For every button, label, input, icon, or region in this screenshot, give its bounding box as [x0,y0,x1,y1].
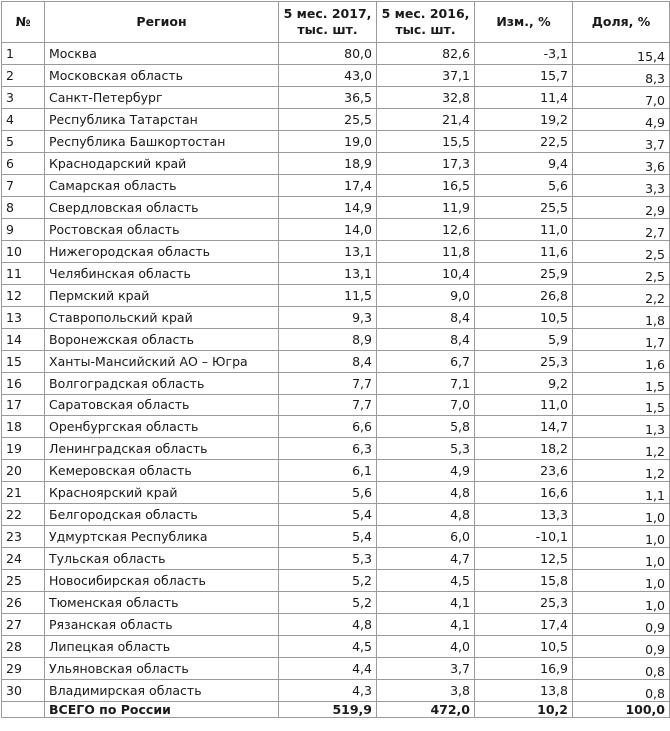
row-num: 16 [2,372,45,394]
table-row [2,526,670,548]
row-v2016: 82,6 [377,43,475,65]
row-v2017: 43,0 [279,64,377,86]
row-v2017: 7,7 [279,372,377,394]
row-v2017: 5,6 [279,482,377,504]
row-v2016: 3,7 [377,658,475,680]
row-num: 21 [2,482,45,504]
table-row [2,43,670,65]
row-v2016: 4,9 [377,460,475,482]
table-row [2,460,670,482]
row-change: 16,6 [475,482,573,504]
row-num: 1 [2,43,45,65]
table-row [2,504,670,526]
total-share: 100,0 [573,702,670,718]
row-v2017: 36,5 [279,86,377,108]
row-change: 18,2 [475,438,573,460]
row-num: 27 [2,614,45,636]
table-row [2,350,670,372]
row-v2017: 8,9 [279,328,377,350]
row-share: 7,0 [573,86,670,108]
header-v2016-line1: 5 мес. 2016, [381,6,470,21]
row-v2016: 6,7 [377,350,475,372]
row-v2017: 4,3 [279,680,377,702]
total-num [2,702,45,718]
row-share: 2,7 [573,218,670,240]
row-change: 22,5 [475,130,573,152]
row-change: 16,9 [475,658,573,680]
row-v2017: 13,1 [279,240,377,262]
total-region: ВСЕГО по России [45,702,279,718]
row-region: Ханты-Мансийский АО – Югра [45,350,279,372]
row-v2017: 14,9 [279,196,377,218]
row-num: 8 [2,196,45,218]
row-v2017: 18,9 [279,152,377,174]
row-share: 1,0 [573,570,670,592]
row-v2017: 14,0 [279,218,377,240]
row-v2016: 4,8 [377,504,475,526]
row-v2016: 17,3 [377,152,475,174]
row-region: Краснодарский край [45,152,279,174]
row-change: 10,5 [475,306,573,328]
row-num: 30 [2,680,45,702]
row-share: 2,2 [573,284,670,306]
table-row [2,614,670,636]
row-share: 1,0 [573,592,670,614]
row-share: 3,6 [573,152,670,174]
row-region: Липецкая область [45,636,279,658]
row-num: 5 [2,130,45,152]
row-v2016: 11,8 [377,240,475,262]
row-v2017: 5,2 [279,592,377,614]
row-share: 0,9 [573,636,670,658]
table-row [2,152,670,174]
header-v2017 [279,2,377,43]
row-v2016: 32,8 [377,86,475,108]
row-num: 26 [2,592,45,614]
row-region: Кемеровская область [45,460,279,482]
header-v2017-line1: 5 мес. 2017, [283,6,372,21]
row-v2016: 7,0 [377,394,475,416]
row-region: Ростовская область [45,218,279,240]
row-v2016: 4,8 [377,482,475,504]
row-num: 6 [2,152,45,174]
row-v2017: 4,8 [279,614,377,636]
row-region: Саратовская область [45,394,279,416]
row-v2016: 6,0 [377,526,475,548]
row-num: 20 [2,460,45,482]
row-region: Ленинградская область [45,438,279,460]
row-region: Ульяновская область [45,658,279,680]
table-row [2,658,670,680]
row-share: 0,9 [573,614,670,636]
table-row [2,218,670,240]
row-share: 2,5 [573,262,670,284]
table-row [2,262,670,284]
row-share: 0,8 [573,658,670,680]
row-share: 1,6 [573,350,670,372]
row-v2016: 9,0 [377,284,475,306]
row-region: Красноярский край [45,482,279,504]
row-v2017: 5,2 [279,570,377,592]
row-share: 1,5 [573,372,670,394]
row-share: 3,7 [573,130,670,152]
row-share: 15,4 [573,43,670,65]
row-change: 25,9 [475,262,573,284]
row-change: 15,8 [475,570,573,592]
row-v2017: 7,7 [279,394,377,416]
row-change: -3,1 [475,43,573,65]
row-v2016: 8,4 [377,328,475,350]
row-num: 9 [2,218,45,240]
row-v2016: 4,7 [377,548,475,570]
row-share: 1,0 [573,548,670,570]
header-num: № [2,2,45,43]
table-row [2,438,670,460]
row-v2016: 5,8 [377,416,475,438]
row-change: 9,2 [475,372,573,394]
row-region: Белгородская область [45,504,279,526]
row-region: Самарская область [45,174,279,196]
row-v2017: 6,1 [279,460,377,482]
row-v2017: 4,5 [279,636,377,658]
row-v2017: 6,3 [279,438,377,460]
row-num: 11 [2,262,45,284]
row-share: 1,8 [573,306,670,328]
row-change: 11,0 [475,394,573,416]
row-v2017: 5,4 [279,526,377,548]
row-v2017: 4,4 [279,658,377,680]
row-region: Воронежская область [45,328,279,350]
row-v2017: 80,0 [279,43,377,65]
row-v2017: 17,4 [279,174,377,196]
row-region: Московская область [45,64,279,86]
row-change: 11,4 [475,86,573,108]
row-share: 2,9 [573,196,670,218]
row-share: 4,9 [573,108,670,130]
table-row [2,86,670,108]
row-share: 2,5 [573,240,670,262]
row-region: Республика Татарстан [45,108,279,130]
row-change: 5,6 [475,174,573,196]
header-share: Доля, % [573,2,670,43]
total-v2017: 519,9 [279,702,377,718]
row-region: Владимирская область [45,680,279,702]
header-region: Регион [45,2,279,43]
row-v2016: 4,1 [377,614,475,636]
table-row [2,174,670,196]
row-v2016: 7,1 [377,372,475,394]
row-num: 2 [2,64,45,86]
row-region: Ставропольский край [45,306,279,328]
regions-table [1,1,670,718]
row-v2016: 4,1 [377,592,475,614]
table-row [2,394,670,416]
table-row [2,548,670,570]
row-v2017: 25,5 [279,108,377,130]
row-change: 26,8 [475,284,573,306]
row-change: 11,0 [475,218,573,240]
row-v2016: 4,0 [377,636,475,658]
row-num: 23 [2,526,45,548]
total-change: 10,2 [475,702,573,718]
row-region: Тульская область [45,548,279,570]
row-share: 8,3 [573,64,670,86]
row-change: 25,3 [475,592,573,614]
row-region: Москва [45,43,279,65]
row-share: 1,5 [573,394,670,416]
header-v2016 [377,2,475,43]
row-num: 17 [2,394,45,416]
row-change: 11,6 [475,240,573,262]
row-share: 3,3 [573,174,670,196]
row-change: -10,1 [475,526,573,548]
row-num: 18 [2,416,45,438]
row-region: Санкт-Петербург [45,86,279,108]
table-row [2,592,670,614]
row-num: 19 [2,438,45,460]
row-change: 5,9 [475,328,573,350]
total-row [2,702,670,718]
row-change: 25,5 [475,196,573,218]
table-row [2,680,670,702]
row-v2016: 16,5 [377,174,475,196]
row-num: 15 [2,350,45,372]
row-share: 1,0 [573,504,670,526]
header-v2016-line2: тыс. шт. [395,22,456,37]
row-v2016: 5,3 [377,438,475,460]
row-v2017: 11,5 [279,284,377,306]
table-row [2,130,670,152]
row-v2017: 6,6 [279,416,377,438]
row-change: 13,8 [475,680,573,702]
row-region: Тюменская область [45,592,279,614]
table-row [2,196,670,218]
table-row [2,328,670,350]
row-region: Волгоградская область [45,372,279,394]
row-region: Новосибирская область [45,570,279,592]
row-v2017: 19,0 [279,130,377,152]
table-row [2,64,670,86]
row-v2016: 15,5 [377,130,475,152]
table-row [2,636,670,658]
table-row [2,306,670,328]
row-num: 28 [2,636,45,658]
row-v2016: 10,4 [377,262,475,284]
table-row [2,284,670,306]
row-share: 1,2 [573,460,670,482]
row-num: 10 [2,240,45,262]
row-change: 25,3 [475,350,573,372]
row-v2017: 5,3 [279,548,377,570]
row-change: 12,5 [475,548,573,570]
row-v2016: 37,1 [377,64,475,86]
table-row [2,240,670,262]
row-region: Удмуртская Республика [45,526,279,548]
row-region: Нижегородская область [45,240,279,262]
table-body [2,43,670,702]
row-region: Оренбургская область [45,416,279,438]
table-row [2,416,670,438]
row-num: 4 [2,108,45,130]
row-v2017: 8,4 [279,350,377,372]
row-v2017: 13,1 [279,262,377,284]
row-share: 1,7 [573,328,670,350]
row-share: 1,1 [573,482,670,504]
header-change: Изм., % [475,2,573,43]
row-change: 9,4 [475,152,573,174]
row-num: 22 [2,504,45,526]
header-row [2,2,670,43]
row-change: 10,5 [475,636,573,658]
row-region: Пермский край [45,284,279,306]
row-v2016: 21,4 [377,108,475,130]
row-num: 12 [2,284,45,306]
row-region: Республика Башкортостан [45,130,279,152]
row-change: 14,7 [475,416,573,438]
row-region: Свердловская область [45,196,279,218]
row-num: 29 [2,658,45,680]
row-v2016: 8,4 [377,306,475,328]
row-v2016: 4,5 [377,570,475,592]
row-change: 19,2 [475,108,573,130]
table-row [2,482,670,504]
row-v2016: 3,8 [377,680,475,702]
table-row [2,570,670,592]
row-num: 7 [2,174,45,196]
row-v2017: 9,3 [279,306,377,328]
table-row [2,372,670,394]
total-v2016: 472,0 [377,702,475,718]
row-change: 23,6 [475,460,573,482]
row-share: 1,0 [573,526,670,548]
row-num: 3 [2,86,45,108]
row-region: Челябинская область [45,262,279,284]
row-share: 0,8 [573,680,670,702]
row-v2016: 12,6 [377,218,475,240]
header-v2017-line2: тыс. шт. [297,22,358,37]
table-row [2,108,670,130]
row-num: 24 [2,548,45,570]
row-change: 13,3 [475,504,573,526]
row-share: 1,3 [573,416,670,438]
row-num: 14 [2,328,45,350]
row-v2016: 11,9 [377,196,475,218]
row-change: 17,4 [475,614,573,636]
row-share: 1,2 [573,438,670,460]
row-region: Рязанская область [45,614,279,636]
row-num: 13 [2,306,45,328]
row-num: 25 [2,570,45,592]
row-v2017: 5,4 [279,504,377,526]
row-change: 15,7 [475,64,573,86]
